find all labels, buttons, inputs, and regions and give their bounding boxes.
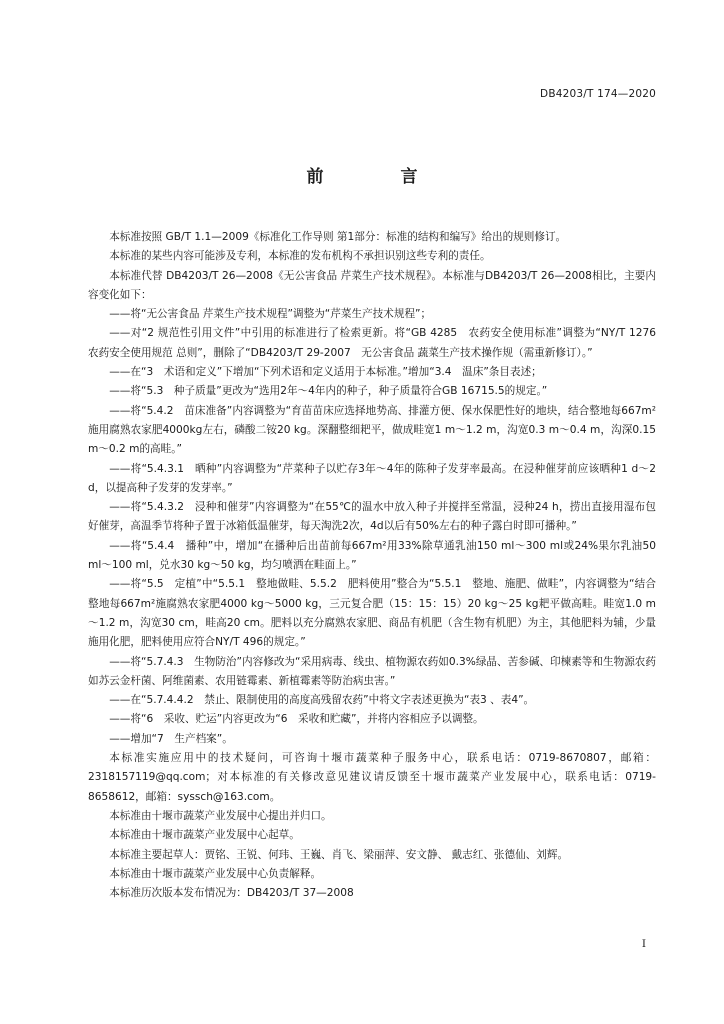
paragraph: 本标准按照 GB/T 1.1—2009《标准化工作导则 第1部分：标准的结构和编写》给出的规则修订。 [109, 231, 567, 243]
change-list-item: ——在“5.7.4.4.2 禁止、限制使用的高度高残留农药”中将文字表述更换为“表3 、表4”。 [109, 694, 535, 707]
paragraph: 本标准代替 DB4203/T 26—2008《无公害食品 芹菜生产技术规程》。本标准与DB4203/T 26—2008相比，主要内容变化如下： [88, 269, 656, 301]
change-list-item: ——将“6 采收、贮运”内容更改为“6 采收和贮藏”，并将内容相应予以调整。 [109, 713, 484, 726]
paragraph: 本标准由十堰市蔬菜产业发展中心起草。 [109, 829, 300, 842]
change-list-item: ——对“2 规范性引用文件”中引用的标准进行了检索更新。将“GB 4285 农药安全使用标准”调整为“NY/T 1276 农药安全使用规范 总则”，删除了“DB4203/T 29-2007 无公害食品 蔬菜生产技术操作规（需重新修订）。” [88, 327, 667, 359]
paragraph: 本标准由十堰市蔬菜产业发展中心提出并归口。 [109, 809, 332, 822]
document-code: DB4203/T 174—2020 [540, 88, 656, 100]
paragraph: 本标准主要起草人：贾铭、王锐、何玮、王巍、肖飞、梁丽萍、安文静、 戴志红、张德仙、刘辉。 [109, 848, 569, 861]
change-list-item: ——增加“7 生产档案”。 [109, 732, 233, 745]
paragraph: 本标准由十堰市蔬菜产业发展中心负责解释。 [109, 867, 322, 880]
change-list-item: ——将“无公害食品 芹菜生产技术规程”调整为“芹菜生产技术规程”； [109, 308, 432, 321]
page-title: 前 言 [306, 167, 448, 187]
change-list-item: ——在“3 术语和定义”下增加“下列术语和定义适用于本标准。”增加“3.4 温床”条目表述； [109, 366, 542, 379]
paragraph: 本标准历次版本发布情况为：DB4203/T 37—2008 [109, 887, 354, 900]
page-number: I [641, 938, 646, 950]
change-list-item: ——将“5.3 种子质量”更改为“选用2年～4年内的种子，种子质量符合GB 16715.5的规定。” [109, 385, 548, 398]
change-list-item: ——将“5.5 定植”中“5.5.1 整地做畦、5.5.2 肥料使用”整合为“5.5.1 整地、施肥、做畦”，内容调整为“结合整地每667m²施腐熟农家肥4000 kg～5000 kg，三元复合肥（15：15：15）20 kg～25 kg耙平做高畦。畦宽1.0 m～1.2 m，沟宽30 cm，畦高20 cm。肥料以充分腐熟农家肥、商品有机肥（含生物有机肥）为主，其他肥料为辅，少量施用化肥，肥料使用应符合NY/T 496的规定。” [88, 578, 656, 649]
paragraph: 本标准实施应用中的技术疑问，可咨询十堰市蔬菜种子服务中心，联系电话：0719-8670807，邮箱：2318157119@qq.com；对本标准的有关修改意见建议请反馈至十堰市蔬菜产业发展中心，联系电话：0719-8658612，邮箱：syssch@163.com。 [88, 752, 656, 803]
paragraph: 本标准的某些内容可能涉及专利，本标准的发布机构不承担识别这些专利的责任。 [109, 250, 491, 263]
change-list-item: ——将“5.4.2 苗床准备”内容调整为“育苗苗床应选择地势高、排灌方便、保水保肥性好的地块，结合整地每667m²施用腐熟农家肥4000kg左右，磷酸二铵20 kg。深翻整细耙平，做成畦宽1 m～1.2 m，沟宽0.3 m～0.4 m，沟深0.15 m～0.2 m的高畦。” [88, 404, 656, 456]
document-body [88, 228, 667, 903]
change-list-item: ——将“5.4.3.2 浸种和催芽”内容调整为“在55℃的温水中放入种子并搅拌至常温，浸种24 h，捞出直接用湿布包好催芽，高温季节将种子置于冰箱低温催芽，每天淘洗2次，4d以后有50%左右的种子露白时即可播种。” [88, 501, 656, 533]
change-list-item: ——将“5.4.4 播种”中，增加“在播种后出苗前每667m²用33%除草通乳油150 ml～300 ml或24%果尔乳油50 ml～100 ml，兑水30 kg～50 kg，均匀喷洒在畦面上。” [88, 539, 656, 572]
change-list-item: ——将“5.7.4.3 生物防治”内容修改为“采用病毒、线虫、植物源农药如0.3%绿晶、苦参碱、印楝素等和生物源农药如苏云金杆菌、阿维菌素、农用链霉素、新植霉素等防治病虫害。” [88, 655, 656, 687]
change-list-item: ——将“5.4.3.1 晒种”内容调整为“芹菜种子以贮存3年～4年的陈种子发芽率最高。在浸种催芽前应该晒种1 d～2 d，以提高种子发芽的发芽率。” [88, 462, 656, 494]
